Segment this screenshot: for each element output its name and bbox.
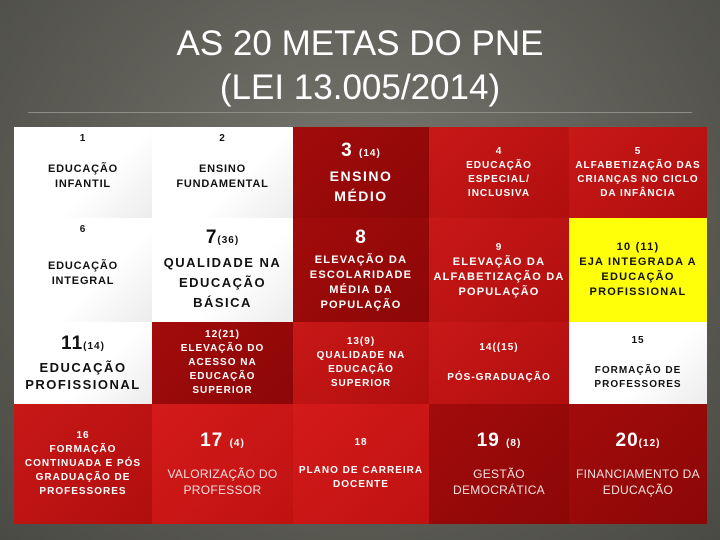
- goal-3-text: ENSINO MÉDIO: [329, 167, 393, 204]
- goal-14-number: 14((15): [479, 342, 519, 353]
- goal-7-number: 7: [205, 227, 218, 248]
- title-divider: [28, 112, 692, 113]
- goal-13-number: 13(9): [346, 336, 376, 347]
- goal-9-text: ELEVAÇÃO DA ALFABETIZAÇÃO DA POPULAÇÃO: [433, 255, 565, 298]
- goal-8: [293, 218, 429, 322]
- goal-6: [14, 218, 152, 322]
- goal-20-number: 20: [615, 430, 639, 451]
- goal-9-number: 9: [495, 241, 503, 253]
- goal-2-text: ENSINO FUNDAMENTAL: [176, 162, 269, 190]
- goal-16-number: 16: [76, 430, 90, 441]
- goal-14: [429, 322, 569, 404]
- goal-6-number: 6: [79, 224, 87, 235]
- goal-8-number: 8: [355, 227, 367, 248]
- goal-18: [293, 404, 429, 524]
- goal-20-sub: (12): [638, 438, 661, 449]
- goal-19-number: 19: [476, 430, 500, 451]
- goal-11-sub: (14): [83, 341, 105, 352]
- goal-16: [14, 404, 152, 524]
- goal-1-number: 1: [79, 133, 87, 144]
- goal-8-text: ELEVAÇÃO DA ESCOLARIDADE MÉDIA DA POPULAÇÃO: [309, 254, 413, 311]
- goal-13: [293, 322, 429, 404]
- goal-17-number-line: [200, 430, 245, 452]
- slide-title: [0, 22, 720, 110]
- goal-7-number-line: [206, 227, 239, 249]
- goal-5-text: ALFABETIZAÇÃO DAS CRIANÇAS NO CICLO DA INFÂNCIA: [575, 159, 701, 199]
- goal-4-text: EDUCAÇÃO ESPECIAL/ INCLUSIVA: [466, 159, 532, 199]
- goal-10-text: EJA INTEGRADA A EDUCAÇÃO PROFISSIONAL: [579, 256, 697, 298]
- goal-11-number: 11: [61, 333, 84, 354]
- goal-3: [293, 127, 429, 218]
- title-line-2: (LEI 13.005/2014): [219, 68, 501, 107]
- goal-12-text: ELEVAÇÃO DO ACESSO NA EDUCAÇÃO SUPERIOR: [180, 343, 265, 396]
- goal-3-number-line: [341, 140, 381, 162]
- goal-7-text: QUALIDADE NA EDUCAÇÃO BÁSICA: [163, 255, 282, 310]
- goal-17: [152, 404, 293, 524]
- goal-3-sub: (14): [359, 147, 381, 159]
- goal-9: [429, 218, 569, 322]
- goal-17-number: 17: [200, 430, 224, 451]
- goal-11: [14, 322, 152, 404]
- goal-2-number: 2: [219, 133, 226, 144]
- goal-11-number-line: [61, 333, 105, 355]
- goal-5: [569, 127, 707, 218]
- goal-15: [569, 322, 707, 404]
- goal-17-text: VALORIZAÇÃO DO PROFESSOR: [167, 467, 278, 497]
- goal-10-number: 10 (11): [616, 241, 660, 253]
- goal-20: [569, 404, 707, 524]
- goal-16-text: FORMAÇÃO CONTINUADA E PÓS GRADUAÇÃO DE PROFESSORES: [24, 444, 142, 497]
- goal-19-number-line: [477, 430, 522, 452]
- goal-1-text: EDUCAÇÃO INFANTIL: [48, 162, 118, 190]
- goal-18-number: 18: [354, 437, 368, 448]
- goal-13-text: QUALIDADE NA EDUCAÇÃO SUPERIOR: [316, 350, 406, 389]
- goal-19-sub: (8): [506, 438, 522, 449]
- goal-18-text: PLANO DE CARREIRA DOCENTE: [298, 465, 424, 490]
- goal-3-number: 3: [341, 139, 353, 161]
- goal-14-text: PÓS-GRADUAÇÃO: [447, 372, 551, 383]
- goal-15-text: FORMAÇÃO DE PROFESSORES: [594, 365, 682, 390]
- goal-15-number: 15: [631, 335, 645, 346]
- goal-20-text: FINANCIAMENTO DA EDUCAÇÃO: [576, 467, 700, 497]
- goal-4-number: 4: [495, 145, 503, 157]
- goal-1: [14, 127, 152, 218]
- title-line-1: AS 20 METAS DO PNE: [176, 24, 544, 63]
- goal-17-sub: (4): [229, 438, 245, 449]
- goal-19-text: GESTÃO DEMOCRÁTICA: [453, 467, 545, 497]
- goal-20-number-line: [616, 430, 661, 452]
- goal-6-text: EDUCAÇÃO INTEGRAL: [48, 260, 118, 287]
- goal-12: [152, 322, 293, 404]
- goal-11-text: EDUCAÇÃO PROFISSIONAL: [25, 360, 141, 392]
- goals-grid: [14, 127, 707, 524]
- goal-10: [569, 218, 707, 322]
- goal-2: [152, 127, 293, 218]
- goal-7-sub: (36): [217, 235, 240, 246]
- goal-4: [429, 127, 569, 218]
- goal-5-number: 5: [634, 145, 642, 157]
- goal-12-number: 12(21): [205, 329, 240, 340]
- goal-7: [152, 218, 293, 322]
- goal-19: [429, 404, 569, 524]
